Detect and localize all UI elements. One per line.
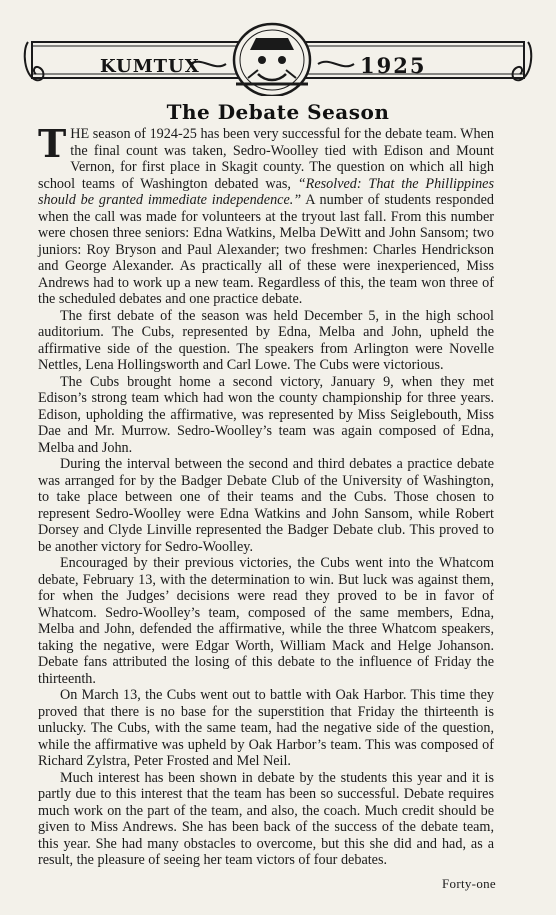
banner-year-text: 1925 [360, 53, 427, 78]
scroll-banner-icon [22, 20, 534, 96]
paragraph: On March 13, the Cubs went out to battle with Oak Harbor. This time they proved that there is no base for the superstition that Friday the thirteenth is unlucky. The Cubs, with the same team, had the negative side of the question, while the affirmative was upheld by Oak Harbor’s team. This was composed of Richard Zylstra, Peter Frosted and Mel Neil. [38, 687, 494, 769]
paragraph: The Cubs brought home a second victory, January 9, when they met Edison’s strong team which had won the county championship for three years. Edison, upholding the affirmative, was represented by Miss Seiglebouth, Miss Dae and Mr. Murrow. Sedro-Woolley’s team was again composed of Edna, Melba and John. [38, 373, 494, 456]
drop-cap: T [38, 121, 67, 166]
paragraph [38, 121, 494, 308]
paragraph-text: HE season of 1924-25 has been very successful for the debate team. When the final count was taken, Sedro-Woolley tied with Edison and Mount Vernon, for first place in Skagit county. The question on which all high school teams of Washington debated was, [38, 126, 494, 192]
paragraph: Much interest has been shown in debate by the students this year and it is partly due to this interest that the team has been so successful. Debate requires much work on the part of the team, and also, the coach. Much credit should be given to Miss Andrews. She has been back of the success of the debate team, this year. She had many obstacles to overcome, but this she did and had, as a result, the pleasure of seeing her team victors of four debates. [38, 769, 494, 868]
page-number: Forty-one [442, 876, 496, 891]
page-title: The Debate Season [166, 100, 390, 124]
resolution-quote: “Resolved: That the Phillippines should be granted immediate independence.” [38, 175, 494, 208]
paragraph-text: A number of students responded when the call was made for volunteers at the tryout last fall. From this number were chosen three seniors: Edna Watkins, Melba DeWitt and John Sansom; two juniors: Roy Bryson and Paul Alexander; two freshmen: Charles Hendrickson and George Alexander. As practically all of these were inexperienced, Miss Andrews had to work up a new team. Regardless of this, the team won three of the scheduled debates and one practice debate. [38, 192, 494, 307]
paragraph: Encouraged by their previous victories, the Cubs went into the Whatcom debate, February 13, with the determination to win. But luck was against them, for when the Judges’ decisions were read they proved to be in favor of Whatcom. Sedro-Woolley’s team, composed of the same members, Edna, Melba and John, defended the affirmative, while the three Whatcom speakers, taking the negative, were Edgar Worth, William Mack and Helge Johanson. Debate fans attributed the losing of this debate to the influence of Friday the thirteenth. [38, 555, 494, 687]
paragraph: The first debate of the season was held December 5, in the high school auditorium. The Cubs, represented by Edna, Melba and John, upheld the affirmative side of the question. The speakers from Arlington were Novelle Nettles, Lena Hollingsworth and Carl Lowe. The Cubs were victorious. [38, 307, 494, 373]
article-body [38, 121, 494, 869]
paragraph: During the interval between the second and third debates a practice debate was arranged for by the Badger Debate Club of the University of Washington, to take place between one of their teams and the Cubs. Those chosen to represent Sedro-Woolley were Edna Watkins and John Sansom, while Robert Dorsey and Clyde Linville represented the Badger Debate club. This proved to be another victory for Sedro-Woolley. [38, 456, 494, 555]
header-banner [22, 20, 534, 96]
banner-left-text: KUMTUX [100, 56, 200, 77]
